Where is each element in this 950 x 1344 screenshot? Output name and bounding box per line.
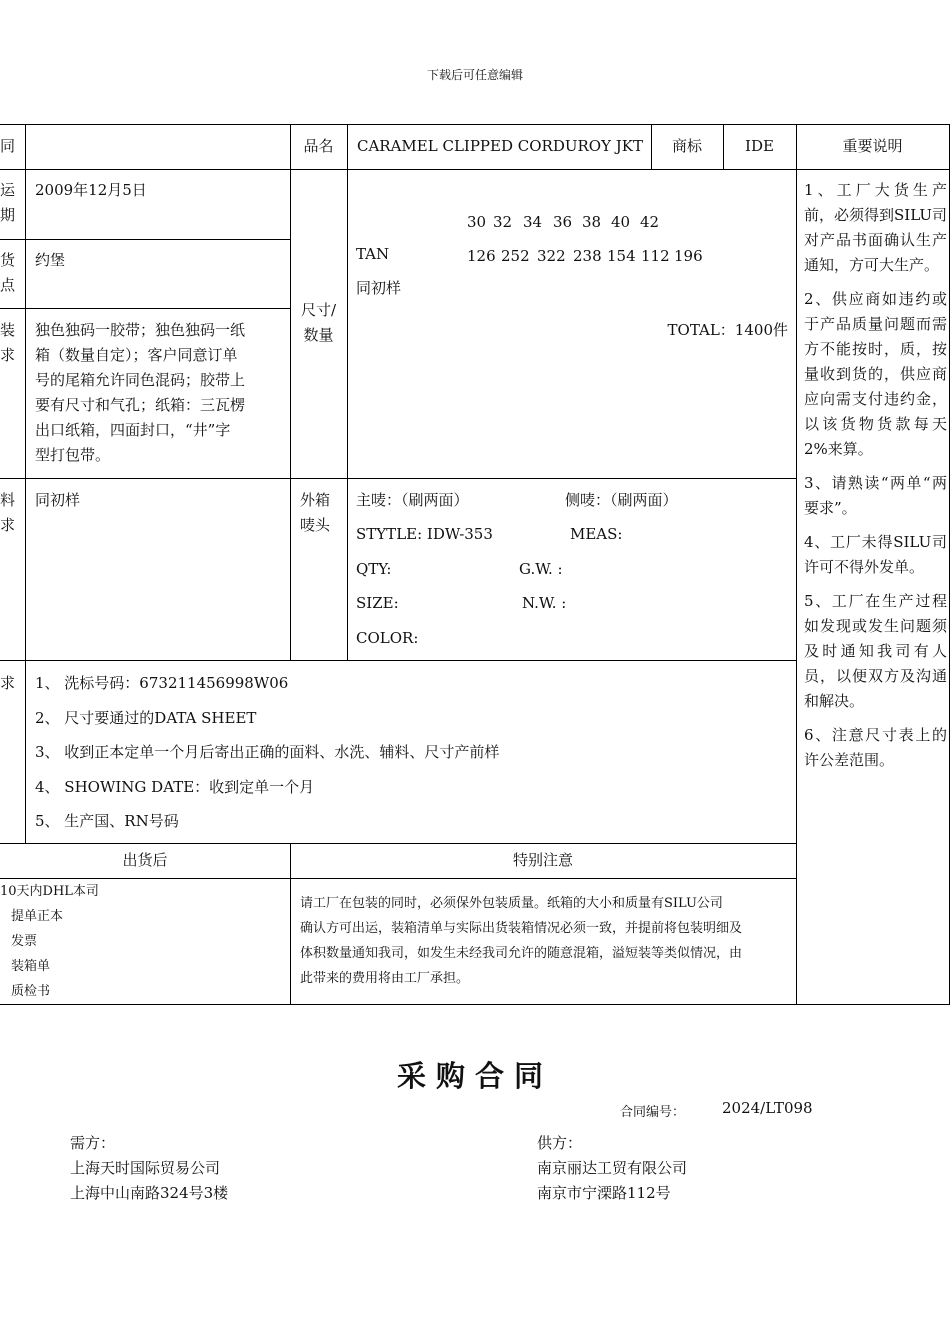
material-label: [0, 488, 25, 538]
size-cell: 42: [640, 213, 660, 231]
side-mark: 侧唛：（刷两面）: [565, 491, 678, 509]
doc-line: 发票: [11, 934, 38, 949]
size-row: [467, 210, 669, 235]
mark-qty: QTY:: [356, 560, 392, 578]
brand-label: 商标: [671, 137, 702, 155]
requirements-label: 求: [0, 674, 16, 692]
buyer-block: [70, 1131, 228, 1206]
mark-style: STYTLE: IDW-353: [356, 525, 493, 543]
table-line: [0, 878, 796, 879]
qty-cell: 252: [501, 247, 530, 265]
label-line: 货: [0, 251, 16, 269]
shipping-docs-list: [0, 879, 99, 1004]
table-line: [0, 239, 290, 240]
product-name: CARAMEL CLIPPED CORDUROY JKT: [357, 137, 643, 155]
size-cell: 38: [582, 213, 602, 231]
text-line: 箱（数量自定）；客户同意订单: [35, 346, 238, 364]
table-line: [347, 124, 348, 661]
mark-nw: N.W. :: [522, 594, 567, 612]
important-note-item: 3、请熟读“两单“两要求”。: [804, 474, 947, 517]
label-line: 料: [0, 491, 16, 509]
note-line: 确认方可出运，装箱清单与实际出货装箱情况必须一致，并提前将包装明细及: [300, 921, 743, 936]
doc-line: 提单正本: [11, 909, 64, 924]
qty-cell: 322: [537, 247, 566, 265]
table-line: [0, 660, 796, 661]
supplier-address: 南京市宁溧路112号: [537, 1184, 671, 1202]
size-cell: 40: [611, 213, 631, 231]
important-note-item: 2、供应商如违约或于产品质量问题而需方不能按时，质，按量收到货的，供应商应向需支付违约金，以该货物货款每天2%来算。: [804, 290, 947, 458]
contract-number-label: 合同编号：: [620, 1105, 686, 1120]
brand-value: IDE: [745, 137, 774, 155]
special-notes-text: [300, 891, 790, 991]
size-color: TAN: [356, 245, 390, 263]
note-line: 体积数量通知我司，如发生未经我司允许的随意混箱，溢短装等类似情况，由: [300, 946, 743, 961]
label-line: 数量: [303, 326, 334, 344]
supplier-name: 南京丽达工贸有限公司: [537, 1159, 688, 1177]
requirement-item: 3、 收到正本定单一个月后寄出正确的面料、水洗、辅料、尺寸产前样: [35, 743, 500, 761]
main-mark: 主唛：（刷两面）: [356, 491, 469, 509]
table-line: [25, 124, 26, 844]
table-line: [0, 169, 796, 170]
important-note-item: 5、工厂在生产过程如发现或发生问题须及时通知我司有人员，以便双方及沟通和解决。: [804, 592, 947, 710]
size-cell: 30: [467, 213, 487, 231]
important-note-item: 4、工厂未得SILU司许可不得外发单。: [804, 533, 947, 576]
size-total: TOTAL：1400件: [667, 321, 788, 339]
qty-row: [467, 244, 708, 269]
size-cell: 34: [523, 213, 543, 231]
important-notes-header: 重要说明: [842, 137, 903, 155]
buyer-label: 需方：: [70, 1134, 116, 1152]
label-line: 尺寸/: [300, 301, 337, 319]
special-notes-header: 特别注意: [512, 851, 573, 869]
important-note-item: 1、工厂大货生产前，必须得到SILU司对产品书面确认生产通知，方可大生产。: [804, 181, 947, 274]
mark-size: SIZE:: [356, 594, 399, 612]
table-line: [0, 1004, 950, 1005]
qty-cell: 238: [573, 247, 602, 265]
packing-label: [0, 318, 25, 368]
buyer-address: 上海中山南路324号3楼: [70, 1184, 229, 1202]
mark-color: COLOR:: [356, 629, 419, 647]
important-note-item: 6、注意尺寸表上的许公差范围。: [804, 726, 947, 769]
product-label: 品名: [303, 137, 334, 155]
qty-cell: 112: [641, 247, 670, 265]
material-value: 同初样: [35, 491, 81, 509]
table-line: [0, 478, 796, 479]
size-cell: 36: [553, 213, 573, 231]
label-line: 装: [0, 321, 16, 339]
doc-line: 装箱单: [11, 959, 51, 974]
header-note: 下载后可任意编辑: [426, 68, 523, 82]
label-line: 唛头: [300, 516, 331, 534]
table-line: [290, 124, 291, 661]
label-line: 外箱: [300, 491, 331, 509]
text-line: 型打包带。: [35, 446, 111, 464]
requirement-item: 2、 尺寸要通过的DATA SHEET: [35, 708, 257, 727]
text-line: 独色独码一胶带；独色独码一纸: [35, 321, 246, 339]
contract-number: 2024/LT098: [722, 1099, 813, 1117]
important-notes: [804, 178, 947, 782]
table-line: [0, 124, 950, 125]
table-line: [0, 308, 290, 309]
requirement-item: 1、 洗标号码：673211456998W06: [35, 674, 289, 692]
shipping-docs-header: 出货后: [122, 851, 168, 869]
supplier-block: [537, 1131, 687, 1206]
label-line: 期: [0, 206, 16, 224]
size-qty-label: [290, 298, 347, 348]
size-note: 同初样: [356, 279, 402, 297]
text-line: 号的尾箱允许同色混码；胶带上: [35, 371, 246, 389]
doc-line: 10天内DHL本司: [0, 884, 99, 899]
qty-cell: 196: [674, 247, 703, 265]
doc-line: 质检书: [11, 984, 51, 999]
text-line: 出口纸箱，四面封口，“井”字: [35, 421, 231, 439]
table-line: [796, 169, 950, 170]
label-line: 运: [0, 181, 16, 199]
row-label-contract: 同: [0, 137, 16, 155]
note-line: 此带来的费用将由工厂承担。: [300, 971, 470, 986]
mark-gw: G.W. :: [519, 560, 563, 578]
qty-cell: 126: [467, 247, 496, 265]
mark-meas: MEAS:: [570, 525, 623, 543]
requirement-item: 4、 SHOWING DATE：收到定单一个月: [35, 777, 315, 796]
ship-date-label: [0, 178, 25, 228]
size-cell: 32: [493, 213, 513, 231]
note-line: 请工厂在包装的同时，必须保外包装质量。纸箱的大小和质量有SILU公司: [300, 896, 723, 911]
label-line: 求: [0, 346, 16, 364]
carton-mark-label: [300, 488, 330, 538]
ship-place-label: [0, 248, 25, 298]
contract-title: 采购合同: [396, 1059, 553, 1093]
label-line: 点: [0, 276, 16, 294]
text-line: 要有尺寸和气孔；纸箱：三瓦楞: [35, 396, 246, 414]
packing-requirements: [35, 318, 281, 468]
requirements-list: [35, 671, 499, 844]
buyer-name: 上海天时国际贸易公司: [70, 1159, 221, 1177]
qty-cell: 154: [607, 247, 636, 265]
requirement-item: 5、 生产国、RN号码: [35, 812, 179, 830]
ship-place-value: 约堡: [35, 251, 66, 269]
label-line: 求: [0, 516, 16, 534]
ship-date-value: 2009年12月5日: [35, 181, 147, 199]
table-line: [796, 124, 797, 1004]
supplier-label: 供方：: [537, 1134, 583, 1152]
